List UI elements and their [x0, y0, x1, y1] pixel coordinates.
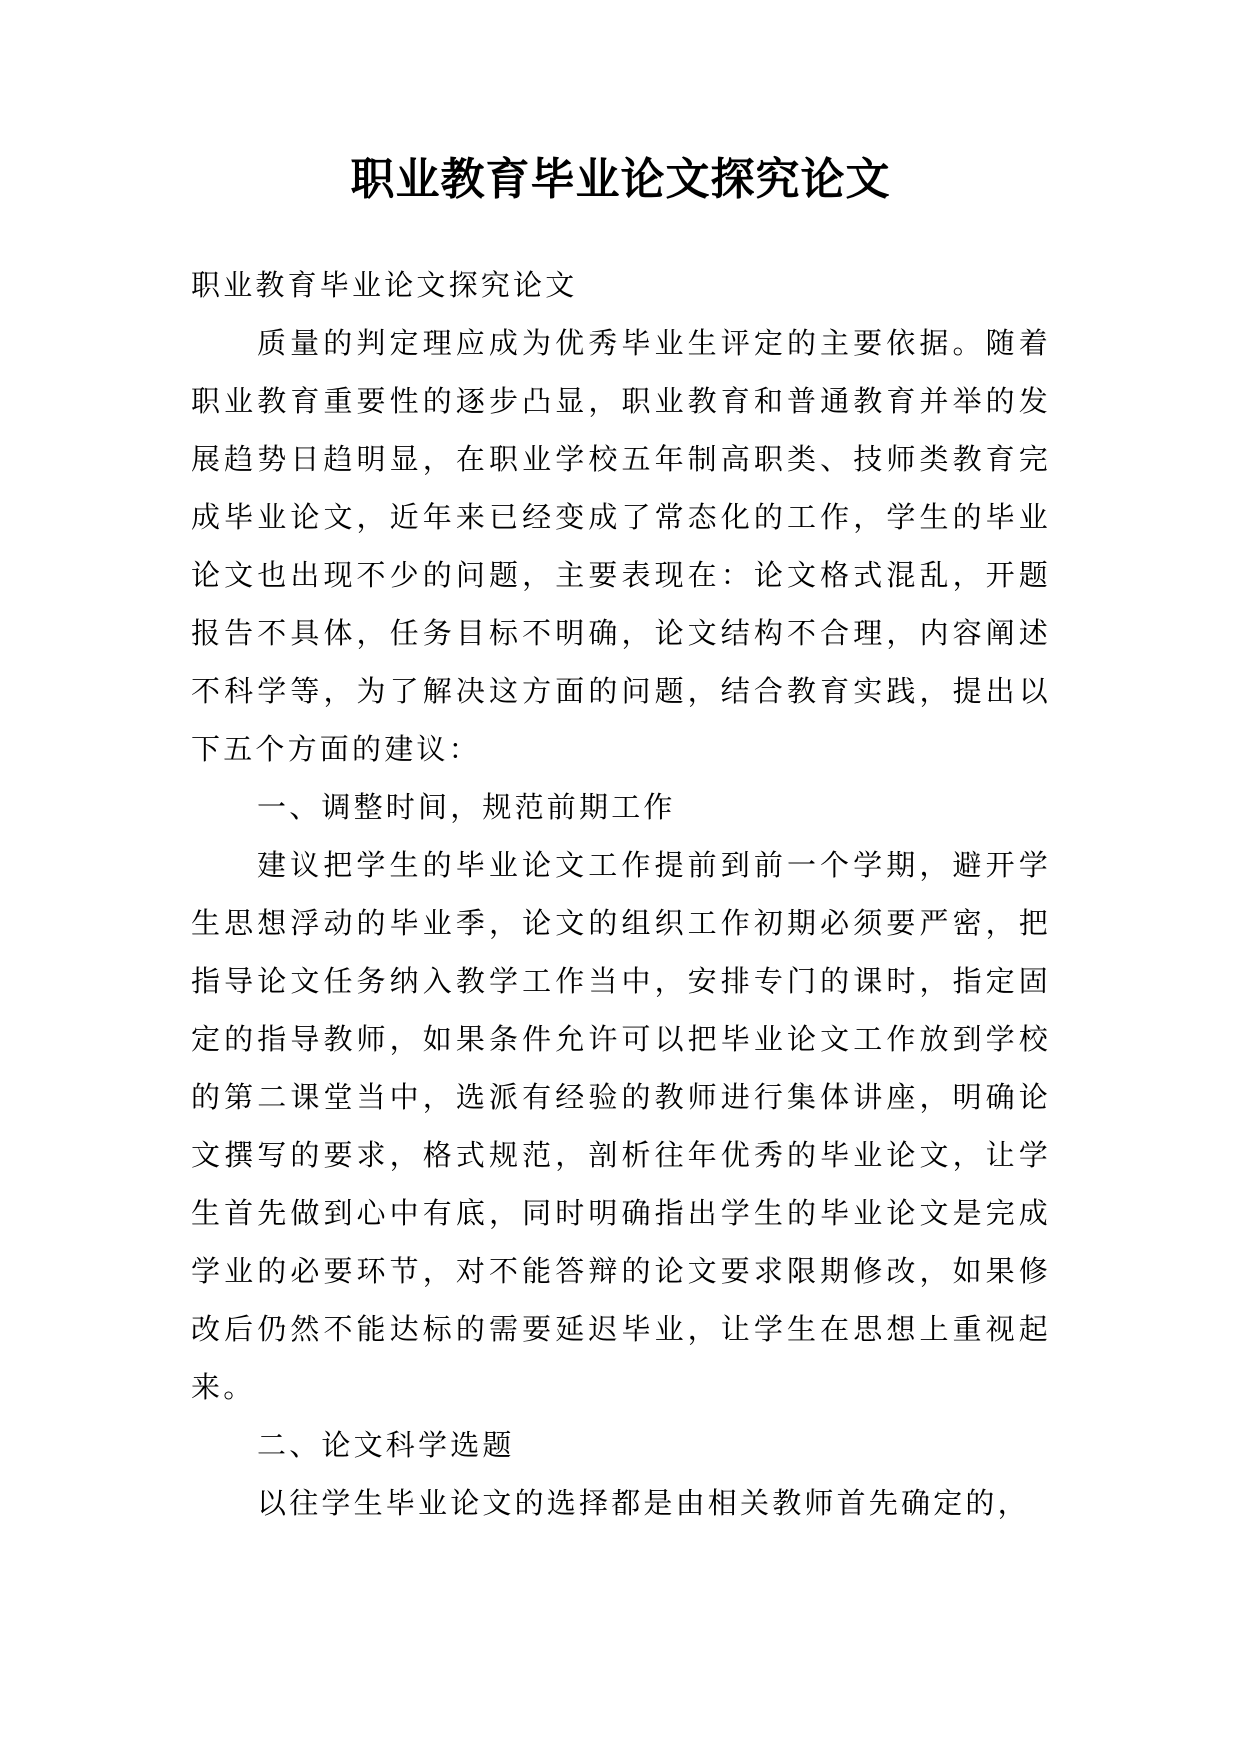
intro-paragraph: 质量的判定理应成为优秀毕业生评定的主要依据。随着职业教育重要性的逐步凸显，职业教育和普通教育并举的发展趋势日趋明显，在职业学校五年制高职类、技师类教育完成毕业论文，近年来已经变成了常态化的工作，学生的毕业论文也出现不少的问题，主要表现在：论文格式混乱，开题报告不具体，任务目标不明确，论文结构不合理，内容阐述不科学等，为了解决这方面的问题，结合教育实践，提出以下五个方面的建议： [191, 326, 1051, 766]
section-heading-1: 一、调整时间，规范前期工作 [257, 790, 676, 824]
section-1-paragraph: 建议把学生的毕业论文工作提前到前一个学期，避开学生思想浮动的毕业季，论文的组织工作初期必须要严密，把指导论文任务纳入教学工作当中，安排专门的课时，指定固定的指导教师，如果条件允许可以把毕业论文工作放到学校的第二课堂当中，选派有经验的教师进行集体讲座，明确论文撰写的要求，格式规范，剖析往年优秀的毕业论文，让学生首先做到心中有底，同时明确指出学生的毕业论文是完成学业的必要环节，对不能答辩的论文要求限期修改，如果修改后仍然不能达标的需要延迟毕业，让学生在思想上重视起来。 [191, 848, 1051, 1404]
document-title: 职业教育毕业论文探究论文 [350, 154, 891, 205]
document-body [191, 256, 1051, 1532]
section-2-paragraph: 以往学生毕业论文的选择都是由相关教师首先确定的， [257, 1486, 1030, 1520]
subtitle-line: 职业教育毕业论文探究论文 [191, 268, 578, 302]
section-heading-2: 二、论文科学选题 [257, 1428, 515, 1462]
